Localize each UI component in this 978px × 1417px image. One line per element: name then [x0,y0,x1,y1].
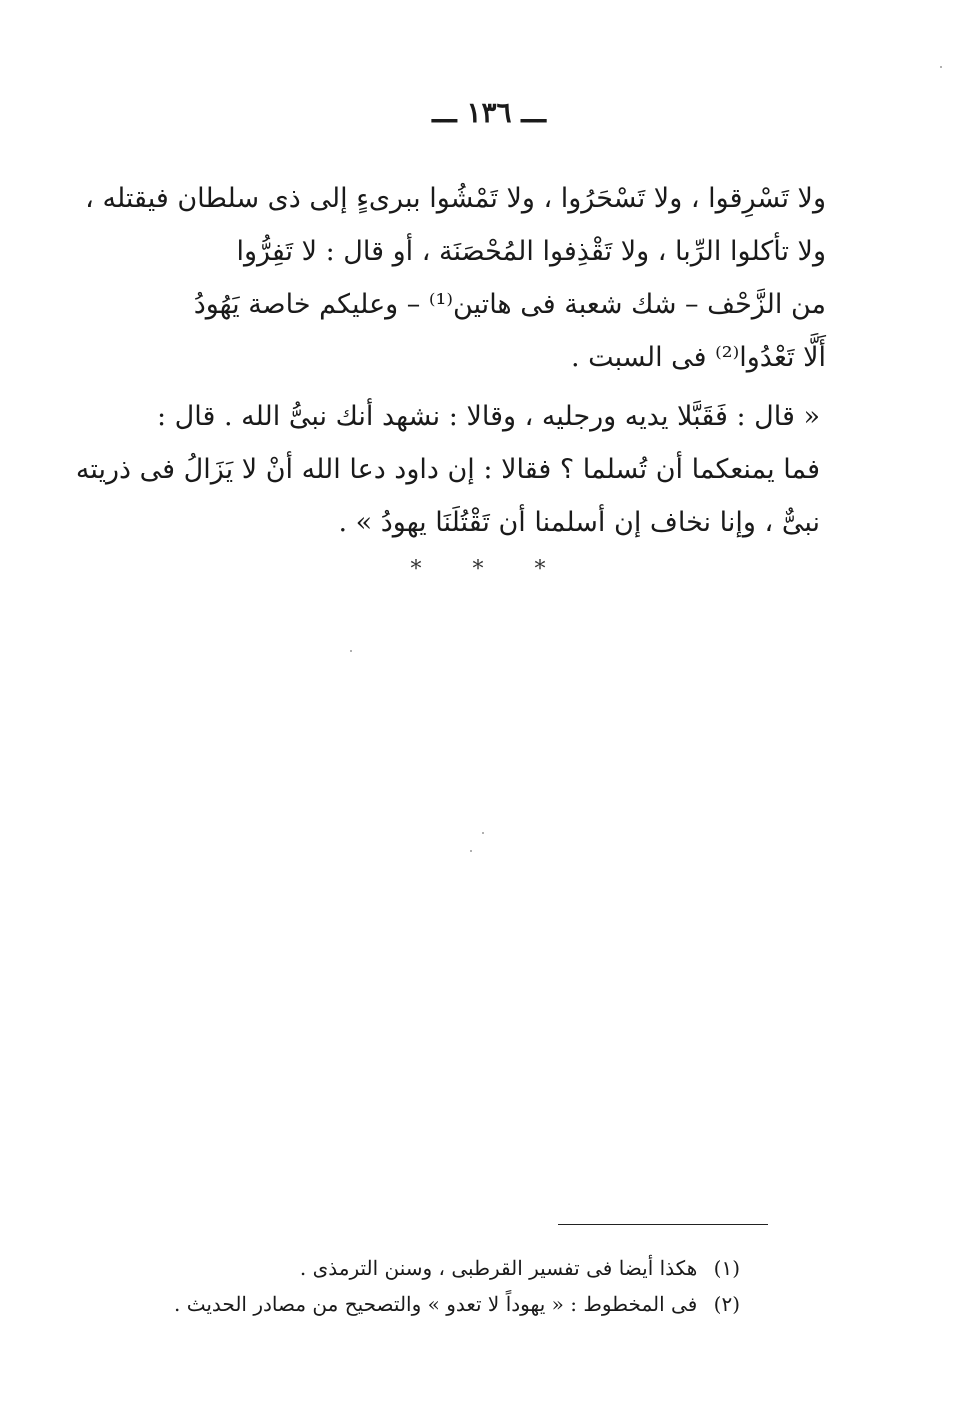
scan-speck [350,650,352,652]
text-line: من الزَّحْف – شك شعبة فى هاتين⁽¹⁾ – وعليكم خاصة يَهُودُ [193,289,826,320]
text-line: فما يمنعكما أن تُسلما ؟ فقالا : إن داود دعا الله أنْ لا يَزَالُ فى ذريته [75,454,820,485]
main-paragraph-1 [85,172,826,384]
footnote-text: فى المخطوط : « يهوداً لا تعدو » والتصحيح من مصادر الحديث . [174,1292,698,1316]
text-line: ولا تأكلوا الرِّبا ، ولا تَقْذِفوا المُحْصَنَة ، أو قال : لا تَفِرُّوا [236,236,826,267]
footnote-text: هكذا أيضا فى تفسير القرطبى ، وسنن الترمذى . [299,1256,698,1280]
footnote-1 [180,1250,740,1286]
text-line: « قال : فَقَبَّلا يديه ورجليه ، وقالا : نشهد أنك نبىُّ الله . قال : [156,401,820,432]
text-line: أَلَّا تَعْدُوا⁽²⁾ فى السبت . [570,342,826,373]
text-line: ولا تَسْرِقوا ، ولا تَسْحَرُوا ، ولا تَمْشُوا ببرىءٍ إلى ذى سلطان فيقتله ، [85,183,826,214]
scan-speck [470,850,472,852]
footnote-divider [558,1224,768,1225]
main-paragraph-2 [75,390,820,549]
scan-speck [482,832,484,834]
section-separator: * * * [410,557,568,582]
footnote-number: (٢) [713,1292,740,1316]
footnotes [174,1250,740,1322]
scan-speck [940,66,942,68]
footnote-number: (١) [713,1256,740,1280]
text-line: نبىٌّ ، وإنا نخاف إن أسلمنا أن تَقْتُلَنَا يهودُ » . [338,507,820,538]
footnote-2 [174,1286,740,1322]
page-number: ـــ ١٣٦ ـــ [432,96,546,129]
